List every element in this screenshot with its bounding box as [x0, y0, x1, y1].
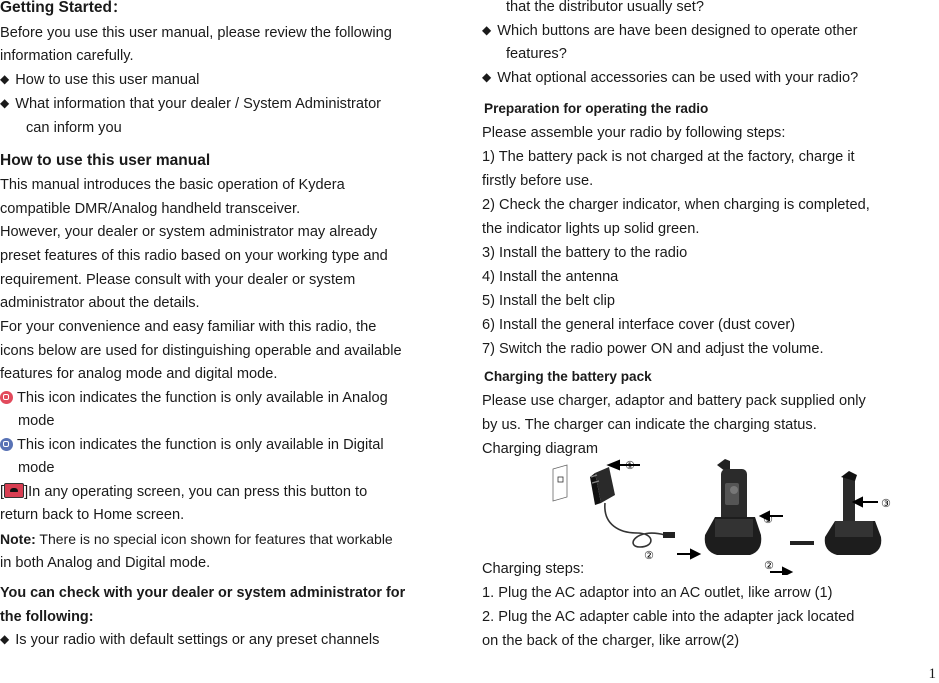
step-line: firstly before use. — [482, 173, 594, 189]
paragraph-line: requirement. Please consult with your dealer or system — [0, 272, 356, 288]
step-line: Please assemble your radio by following steps: — [482, 125, 786, 141]
paragraph-line: compatible DMR/Analog handheld transceiver. — [0, 201, 301, 217]
note-line: Note: There is no special icon shown for features that workable — [0, 531, 393, 547]
check-heading-cont: the following: — [0, 609, 94, 625]
step-line: the indicator lights up solid green. — [482, 221, 700, 237]
step-line: 5) Install the belt clip — [482, 293, 616, 309]
charging-steps-heading: Charging steps: — [482, 561, 585, 577]
step-line: 1) The battery pack is not charged at the factory, charge it — [482, 149, 855, 165]
preparation-heading: Preparation for operating the radio — [484, 101, 709, 116]
ac-adaptor-icon — [590, 467, 675, 547]
question-item-cont: features? — [506, 46, 567, 62]
question-item-cont: that the distributor usually set? — [506, 0, 704, 15]
end-call-button-icon — [4, 483, 24, 498]
note-line-cont: in both Analog and Digital mode. — [0, 555, 211, 571]
step-line: 3) Install the battery to the radio — [482, 245, 688, 261]
charging-line: by us. The charger can indicate the charging status. — [482, 417, 817, 433]
how-to-heading: How to use this user manual — [0, 152, 211, 169]
charger-with-radio-icon — [705, 459, 762, 555]
paragraph-line: return back to Home screen. — [0, 507, 185, 523]
paragraph-line: administrator about the details. — [0, 295, 200, 311]
page-number: 1 — [928, 666, 936, 682]
analog-icon-line-cont: mode — [18, 413, 55, 429]
bullet-item-cont: can inform you — [26, 120, 122, 136]
check-heading: You can check with your dealer or system administrator for — [0, 585, 406, 601]
bullet-item: ◆ What information that your dealer / System Administrator — [0, 94, 381, 114]
digital-icon-line-cont: mode — [18, 460, 55, 476]
charging-step: 2. Plug the AC adapter cable into the adapter jack located — [482, 609, 855, 625]
intro-text: information carefully. — [0, 48, 134, 64]
paragraph-line: For your convenience and easy familiar with this radio, the — [0, 319, 377, 335]
charging-step: on the back of the charger, like arrow(2) — [482, 633, 740, 649]
callout-1: ① — [625, 459, 635, 472]
charging-line: Please use charger, adaptor and battery pack supplied only — [482, 393, 866, 409]
home-button-line: [ ]In any operating screen, you can press this button to — [0, 484, 368, 500]
question-item: ◆ Is your radio with default settings or any preset channels — [0, 630, 379, 650]
bullet-item: ◆ How to use this user manual — [0, 70, 199, 90]
callout-2: ② — [764, 559, 774, 572]
step-line: 6) Install the general interface cover (dust cover) — [482, 317, 796, 333]
charging-heading: Charging the battery pack — [484, 369, 652, 384]
paragraph-line: This manual introduces the basic operation of Kydera — [0, 177, 345, 193]
question-item: ◆ What optional accessories can be used with your radio? — [482, 68, 858, 88]
digital-mode-icon — [0, 438, 13, 451]
analog-icon-line: This icon indicates the function is only available in Analog — [0, 388, 388, 408]
paragraph-line: preset features of this radio based on your working type and — [0, 248, 388, 264]
paragraph-line: icons below are used for distinguishing operable and available — [0, 343, 402, 359]
step-line: 2) Check the charger indicator, when charging is completed, — [482, 197, 870, 213]
paragraph-line: However, your dealer or system administrator may already — [0, 224, 378, 240]
step-line: 4) Install the antenna — [482, 269, 619, 285]
charging-diagram — [545, 455, 905, 575]
callout-3: ③ — [881, 497, 891, 510]
charging-diagram-label: Charging diagram — [482, 441, 599, 457]
wall-outlet-icon — [553, 465, 567, 501]
step-line: 7) Switch the radio power ON and adjust the volume. — [482, 341, 824, 357]
callout-3: ③ — [763, 513, 773, 526]
digital-icon-line: This icon indicates the function is only available in Digital — [0, 435, 384, 455]
charging-step: 1. Plug the AC adaptor into an AC outlet, like arrow (1) — [482, 585, 833, 601]
analog-mode-icon — [0, 391, 13, 404]
getting-started-heading: Getting Started： — [0, 0, 128, 16]
callout-2: ② — [644, 549, 654, 562]
intro-text: Before you use this user manual, please review the following — [0, 25, 392, 41]
charger-icon — [790, 471, 881, 555]
question-item: ◆ Which buttons are have been designed to operate other — [482, 21, 857, 41]
paragraph-line: features for analog mode and digital mode. — [0, 366, 278, 382]
